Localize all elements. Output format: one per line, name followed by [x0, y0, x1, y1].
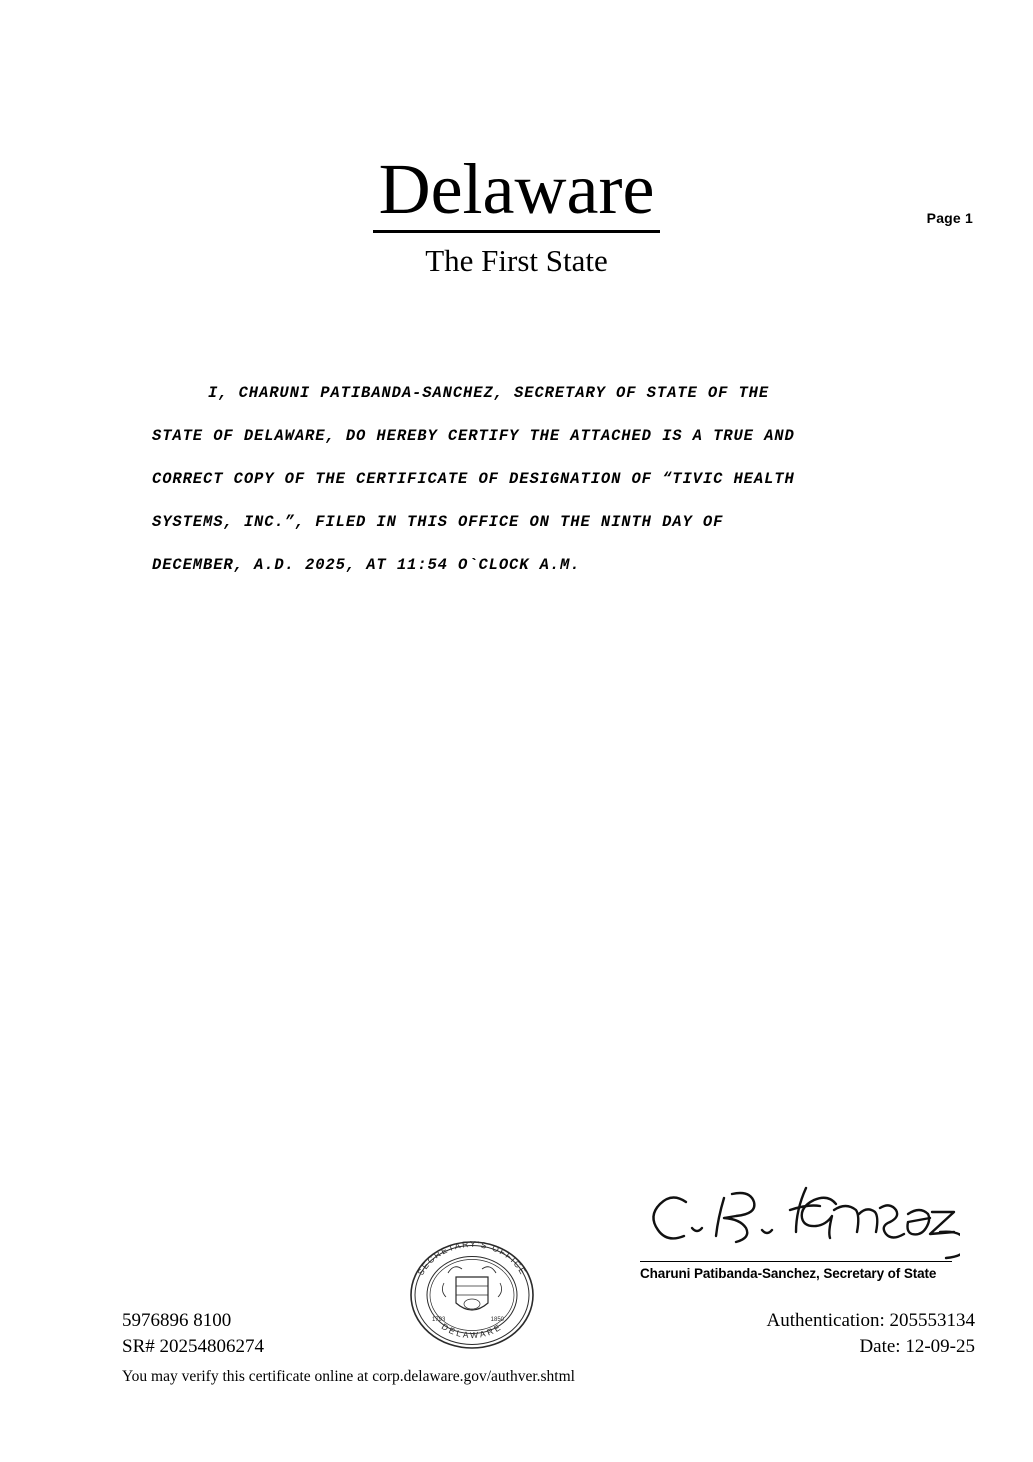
- svg-text:DELAWARE: DELAWARE: [439, 1321, 505, 1341]
- signature-icon: [640, 1180, 960, 1260]
- document-number: 5976896 8100: [122, 1310, 232, 1331]
- footer-left: [122, 1308, 575, 1390]
- svg-text:SECRETARY'S OFFICE: SECRETARY'S OFFICE: [415, 1238, 529, 1278]
- sr-number: SR# 20254806274: [122, 1336, 264, 1357]
- document-header: [0, 150, 1033, 279]
- certification-line-4: SYSTEMS, INC.”, FILED IN THIS OFFICE ON THE NINTH DAY OF: [152, 513, 724, 531]
- signature-rule: [640, 1261, 952, 1262]
- page-number: Page 1: [926, 210, 973, 226]
- state-tagline: The First State: [425, 243, 608, 278]
- state-title: Delaware: [373, 150, 661, 233]
- svg-text:1793: 1793: [432, 1317, 446, 1323]
- certification-text: [152, 372, 912, 587]
- certification-line-3: CORRECT COPY OF THE CERTIFICATE OF DESIGNATION OF “TIVIC HEALTH: [152, 470, 795, 488]
- signature-block: [640, 1180, 960, 1281]
- verify-text: You may verify this certificate online at corp.delaware.gov/authver.shtml: [122, 1368, 575, 1385]
- signature-name: Charuni Patibanda-Sanchez, Secretary of State: [640, 1266, 937, 1281]
- certification-line-2: STATE OF DELAWARE, DO HEREBY CERTIFY THE ATTACHED IS A TRUE AND: [152, 427, 795, 445]
- certification-line-5: DECEMBER, A.D. 2025, AT 11:54 O`CLOCK A.M.: [152, 556, 581, 574]
- certification-line-1: I, CHARUNI PATIBANDA-SANCHEZ, SECRETARY OF STATE OF THE: [208, 384, 770, 402]
- issue-date: Date: 12-09-25: [859, 1336, 975, 1357]
- svg-text:1850: 1850: [490, 1317, 504, 1323]
- footer-right: [767, 1308, 975, 1360]
- authentication-number: Authentication: 205553134: [766, 1310, 975, 1331]
